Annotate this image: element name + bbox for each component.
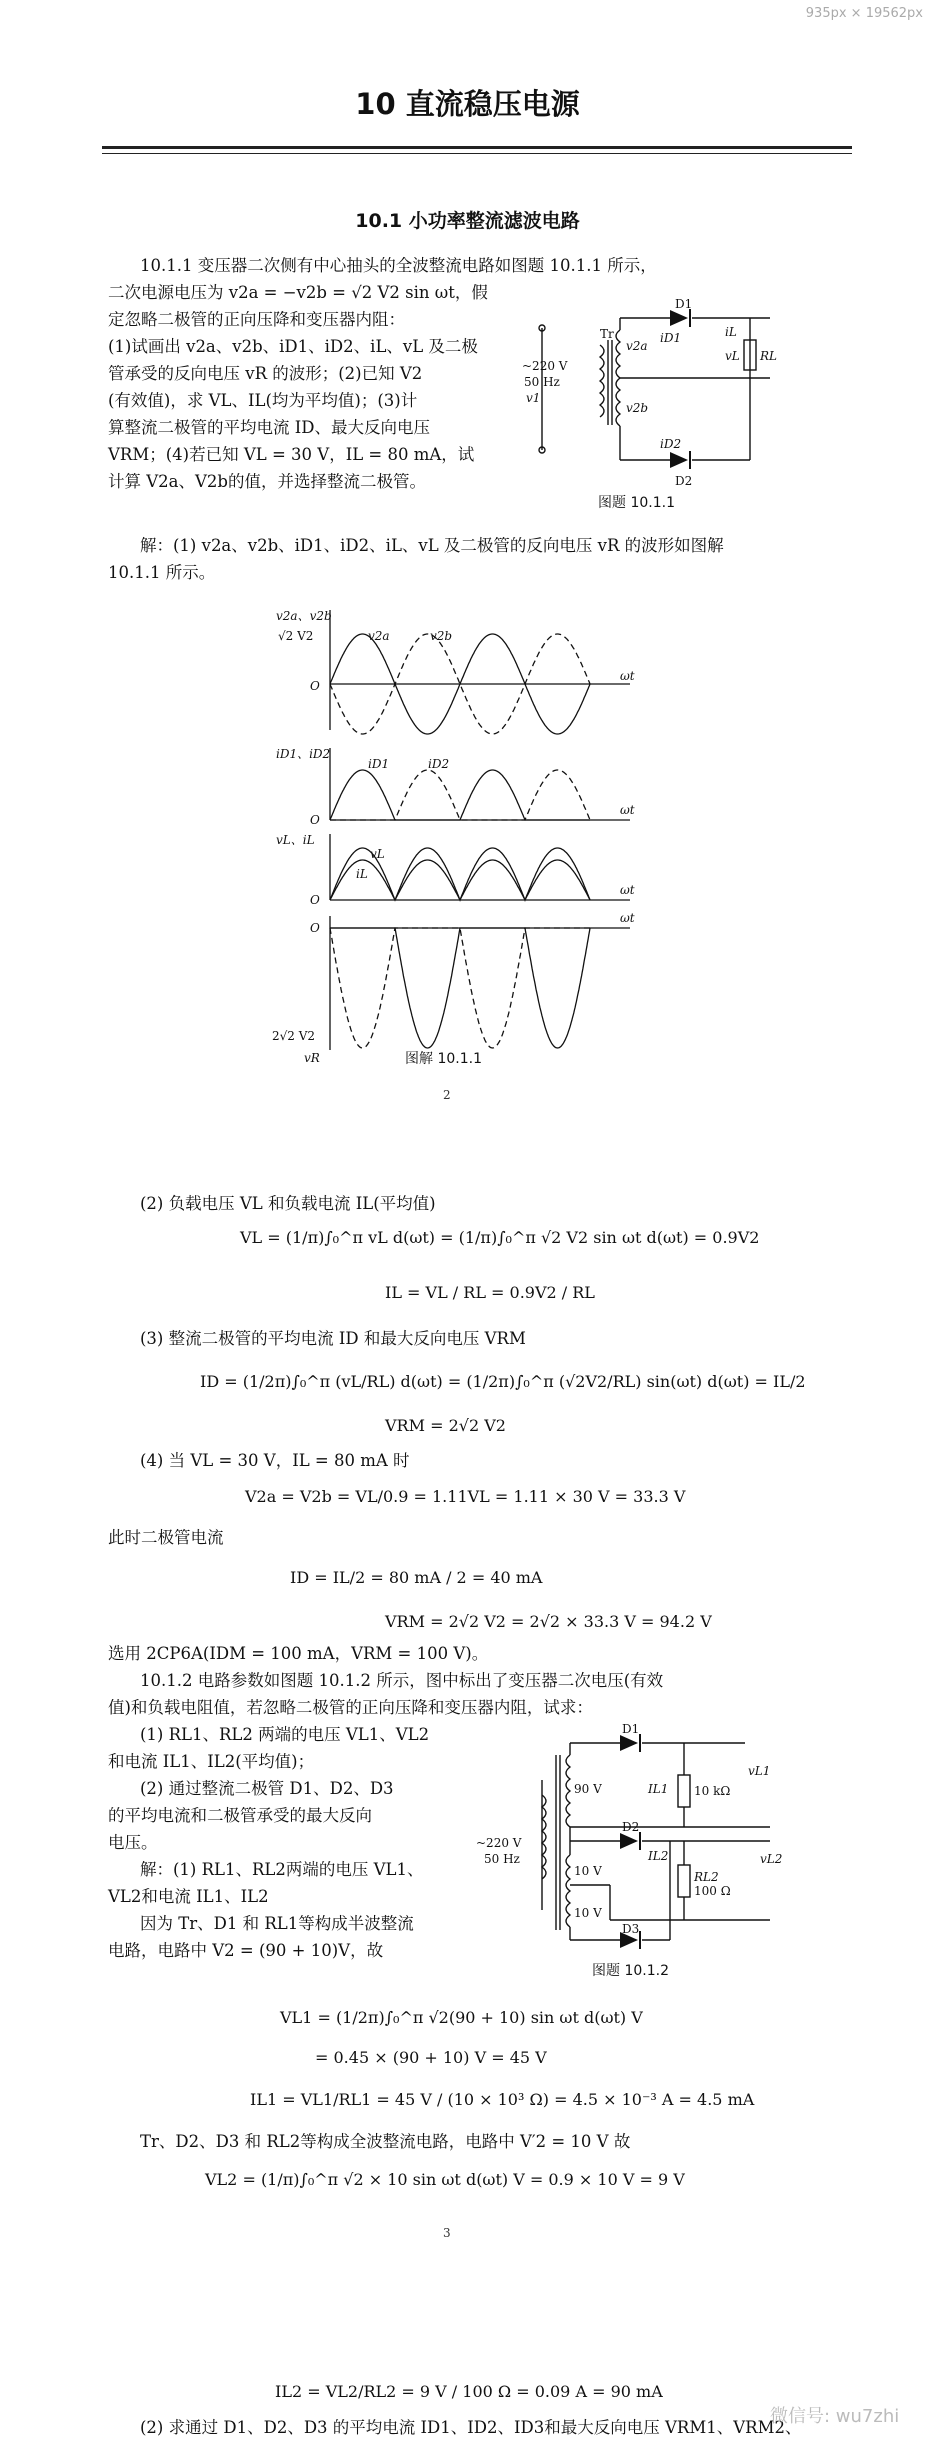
part3-eq-vl1b: = 0.45 × (90 + 10) V = 45 V [315,2048,547,2067]
watermark: 微信号: wu7zhi [770,2406,900,2427]
fig1-v2b: v2b [626,401,649,415]
wave-p3-ylabel: vL、iL [276,833,315,847]
fig1-v1: v1 [526,391,541,405]
wave-p1-b: v2b [430,629,453,643]
part3-line-3: Tr、D2、D3 和 RL2等构成全波整流电路，电路中 V′2 = 10 V 故 [140,2132,631,2151]
wave-origin-2: O [310,813,320,827]
fig2-vl2: vL2 [760,1852,783,1866]
p2-line-9: 因为 Tr、D1 和 RL1等构成半波整流 [140,1914,414,1933]
section-title: 10.1 小功率整流滤波电路 [355,210,580,232]
fig1-d1: D1 [675,297,693,311]
wave-p3-b: iL [356,867,368,881]
wave-p4-ylabel: vR [304,1051,320,1065]
fig2-caption: 图题 10.1.2 [592,1963,669,1979]
sol-line-0: 解：(1) v2a、v2b、iD1、iD2、iL、vL 及二极管的反向电压 vR 的波形如图解 [140,536,724,555]
part2-eq-id: ID = (1/2π)∫₀^π (vL/RL) d(ωt) = (1/2π)∫₀^π (√2V2/RL) sin(ωt) d(ωt) = IL/2 [200,1372,806,1391]
p1-line-8: 计算 V2a、V2b的值，并选择整流二极管。 [108,472,426,491]
part2-eq-v2a: V2a = V2b = VL/0.9 = 1.11VL = 1.11 × 30 V = 33.3 V [245,1487,686,1506]
part2-line-3: (3) 整流二极管的平均电流 ID 和最大反向电压 VRM [140,1329,526,1348]
wave-origin-3: O [310,893,320,907]
part2-line-0: (2) 负载电压 VL 和负载电流 IL(平均值) [140,1194,436,1213]
p1-line-2: 定忽略二极管的正向压降和变压器内阻： [108,310,405,329]
wave-origin-1: O [310,679,320,693]
part3-eq-il1: IL1 = VL1/RL1 = 45 V / (10 × 10³ Ω) = 4.5 × 10⁻³ A = 4.5 mA [250,2090,755,2109]
title-rule-thick [102,146,852,149]
wave-p1-amp: √2 V2 [278,629,314,643]
p2-line-5: 的平均电流和二极管承受的最大反向 [108,1806,372,1825]
fig2-v90: 90 V [574,1782,602,1796]
part2-eq-il: IL = VL / RL = 0.9V2 / RL [385,1283,595,1302]
p2-line-1: 值)和负载电阻值，若忽略二极管的正向压降和变压器内阻，试求： [108,1698,593,1717]
part4-line-1: (2) 求通过 D1、D2、D3 的平均电流 ID1、ID2、ID3和最大反向电压 VRM1、VRM2、 [140,2418,802,2437]
wave-caption: 图解 10.1.1 [405,1051,482,1067]
page-size-label: 935px × 19562px [805,6,923,21]
wave-p2-a: iD1 [368,757,390,771]
page-number-3: 3 [443,2226,451,2240]
fig1-vl: vL [725,349,740,363]
wave-p4-amp: 2√2 V2 [272,1029,316,1043]
wave-x-2: ωt [620,803,635,817]
wave-p2-ylabel: iD1、iD2 [276,747,331,761]
p2-line-10: 电路，电路中 V2 = (90 + 10)V，故 [108,1941,384,1960]
fig2-freq: 50 Hz [484,1852,520,1866]
p2-line-4: (2) 通过整流二极管 D1、D2、D3 [140,1779,394,1798]
part2-eq-vrm2: VRM = 2√2 V2 = 2√2 × 33.3 V = 94.2 V [385,1612,712,1631]
part3-eq-vl2: VL2 = (1/π)∫₀^π √2 × 10 sin ωt d(ωt) V = 0.9 × 10 V = 9 V [205,2170,685,2189]
wave-x-1: ωt [620,669,635,683]
fig2-d2: D2 [622,1820,640,1834]
fig1-freq: 50 Hz [524,375,560,389]
p1-line-7: VRM；(4)若已知 VL = 30 V，IL = 80 mA，试 [108,445,475,464]
p1-line-5: (有效值)，求 VL、IL(均为平均值)；(3)计 [108,391,418,410]
circuit-figure-1 [520,297,790,490]
title-rule-thin [102,153,852,154]
part2-eq-vl: VL = (1/π)∫₀^π vL d(ωt) = (1/π)∫₀^π √2 V2 sin ωt d(ωt) = 0.9V2 [240,1228,760,1247]
wave-p1-ylabel: v2a、v2b [276,609,332,623]
page-number-2: 2 [443,1088,451,1102]
fig2-vl1: vL1 [748,1764,771,1778]
part2-eq-vrm: VRM = 2√2 V2 [385,1416,506,1435]
p1-line-3: (1)试画出 v2a、v2b、iD1、iD2、iL、vL 及二极 [108,337,478,356]
fig1-il: iL [725,325,737,339]
p2-line-0: 10.1.2 电路参数如图题 10.1.2 所示，图中标出了变压器二次电压(有效 [140,1671,664,1690]
p2-line-7: 解：(1) RL1、RL2两端的电压 VL1、 [140,1860,424,1879]
fig2-il1: IL1 [648,1782,669,1796]
fig2-r2: RL2 [694,1870,719,1884]
fig1-d2: D2 [675,474,693,488]
p2-line-8: VL2和电流 IL1、IL2 [108,1887,269,1906]
wave-p2-b: iD2 [428,757,450,771]
fig1-tr: Tr [600,327,614,341]
wave-origin-4: O [310,921,320,935]
part4-eq-il2: IL2 = VL2/RL2 = 9 V / 100 Ω = 0.09 A = 90 mA [275,2382,663,2401]
chapter-title: 10 直流稳压电源 [355,87,580,121]
part3-eq-vl1: VL1 = (1/2π)∫₀^π √2(90 + 10) sin ωt d(ωt) V [280,2008,643,2027]
wave-x-4: ωt [620,911,635,925]
fig1-rl: RL [760,349,778,363]
p1-line-4: 管承受的反向电压 vR 的波形；(2)已知 V2 [108,364,423,383]
fig1-v2a: v2a [626,339,648,353]
fig2-v10a: 10 V [574,1864,602,1878]
part2-line-6: (4) 当 VL = 30 V，IL = 80 mA 时 [140,1451,410,1470]
fig2-source: ~220 V [476,1836,522,1850]
fig2-d1: D1 [622,1722,640,1736]
fig2-r2v: 100 Ω [694,1884,731,1898]
wave-p1-a: v2a [368,629,390,643]
fig2-v10b: 10 V [574,1906,602,1920]
part2-line-11: 选用 2CP6A(IDM = 100 mA，VRM = 100 V)。 [108,1644,489,1663]
fig1-id2: iD2 [660,437,682,451]
p1-line-0: 10.1.1 变压器二次侧有中心抽头的全波整流电路如图题 10.1.1 所示， [140,256,657,275]
p1-line-6: 算整流二极管的平均电流 ID、最大反向电压 [108,418,430,437]
p2-line-2: (1) RL1、RL2 两端的电压 VL1、VL2 [140,1725,430,1744]
wave-p3-a: vL [370,847,385,861]
fig2-d3: D3 [622,1922,640,1936]
p2-line-6: 电压。 [108,1833,158,1852]
sol-line-1: 10.1.1 所示。 [108,563,216,582]
p1-line-1: 二次电源电压为 v2a = −v2b = √2 V2 sin ωt，假 [108,283,488,302]
part2-line-8: 此时二极管电流 [108,1528,224,1547]
wave-x-3: ωt [620,883,635,897]
p2-line-3: 和电流 IL1、IL2(平均值)； [108,1752,315,1771]
fig2-r1: 10 kΩ [694,1784,731,1798]
fig1-source: ~220 V [522,359,568,373]
fig1-caption: 图题 10.1.1 [598,495,675,511]
fig1-id1: iD1 [660,331,682,345]
fig2-il2: IL2 [648,1849,669,1863]
part2-eq-id2: ID = IL/2 = 80 mA / 2 = 40 mA [290,1568,543,1587]
waveform-figure [270,600,650,1070]
circuit-figure-2 [470,1722,800,1950]
